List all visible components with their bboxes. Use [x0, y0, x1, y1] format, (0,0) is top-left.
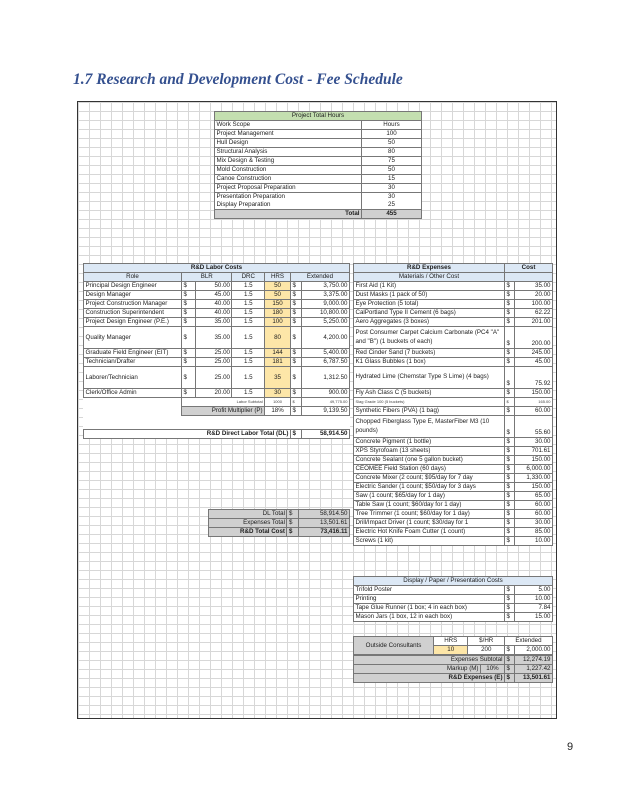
labor-table-title: R&D Labor Costs: [84, 264, 350, 273]
expenses-table: R&D Expenses Cost Materials / Other Cost First Aid (1 Kit) $ 35.00 Dust Masks (1 pack of 50) $ 20.00 Eye Protection (5 total) $ 100.00 CalPortland Type II Cement (6 bags) $ 62.22 Aero Aggregates (3 boxes) $ 201.00 Post Consumer Carpet Calcium Carbonate (PC4 "A" and "B") (1 buckets of each) $ 200.00 Red Cinder Sand (7 buckets) $ 245.00 K1 Glass Bubbles (1 box) $ 45.00 Hydrated Lime (Chemstar Type S Lime) (4 bags) $ 75.92 Fly Ash Class C (5 buckets) $ 150.00 Slag Grade 100 (5 buckets) $ 165.00 Synthetic Fibers (PVA) (1 bag) $ 60.00 Chopped Fiberglass Type E, MasterFiber M3 (10 pounds) $ 55.60 Concrete Pigment (1 bottle) $ 30.00 XPS Styrofoam (13 sheets) $ 701.61 Concrete Sealant (one 5 gallon bucket) $ 150.00 CEOMEE Field Station (60 days) $ 6,000.00 Concrete Mixer (2 count; $95/day for 7 day $ 1,330.00 Electric Sander (1 count; $50/day for 3 days $ 150.00 Saw (1 count; $65/day for 1 day) $ 65.00 Table Saw (1 count; $60/day for 1 day) $ 60.00 Tree Trimmer (1 count; $60/day for 1 day) $ 60.00 Drill/Impact Driver (1 count; $30/day for 1 $ 30.00 Electric Hot Knife Foam Cutter (1 count) $ 85.00 Screws (1 kit) $ 10.00: [353, 263, 553, 546]
table-row: Principal Design Engineer $ 50.00 1.5 50 $ 3,750.00: [85, 282, 348, 289]
table-row: Mason Jars (1 box, 12 in each box) $ 15.00: [355, 613, 551, 620]
table-row: Post Consumer Carpet Calcium Carbonate (PC4 "A" and "B") (1 buckets of each) $ 200.00: [354, 327, 553, 349]
table-row: Hydrated Lime (Chemstar Type S Lime) (4 bags) $ 75.92: [354, 367, 553, 389]
expenses-table-title: R&D Expenses: [354, 264, 505, 273]
expenses-summary-table: [353, 655, 553, 683]
col-hours: Hours: [362, 121, 422, 130]
table-row: Clerk/Office Admin $ 20.00 1.5 30 $ 900.00: [85, 389, 348, 396]
table-row: Saw (1 count; $65/day for 1 day) $ 65.00: [355, 492, 551, 499]
labor-subtotal-row: Labor Subtotal 1000 $ 49,775.00: [84, 398, 350, 407]
col-cost: Cost: [505, 264, 553, 273]
markup-row: Markup (M) 10% $ 1,227.42: [354, 665, 553, 674]
table-row: Dust Masks (1 pack of 50) $ 20.00: [355, 291, 551, 298]
table-row: Concrete Sealant (one 5 gallon bucket) $ 150.00: [355, 456, 551, 463]
table-row: CalPortland Type II Cement (6 bags) $ 62.22: [355, 309, 551, 316]
table-row: R&D Total Cost $ 73,416.11: [209, 528, 350, 537]
profit-multiplier-row: Profit Multiplier (P) 18% $ 9,139.50: [84, 407, 350, 416]
table-row: Concrete Mixer (2 count; $95/day for 7 day $ 1,330.00: [355, 474, 551, 481]
table-row: Electric Sander (1 count; $50/day for 3 days $ 150.00: [355, 483, 551, 490]
table-row: Table Saw (1 count; $60/day for 1 day) $ 60.00: [355, 501, 551, 508]
table-row: Electric Hot Knife Foam Cutter (1 count) $ 85.00: [355, 528, 551, 535]
table-row: Fly Ash Class C (5 buckets) $ 150.00: [355, 389, 551, 396]
table-row: Hull Design 50: [215, 139, 422, 148]
expenses-subtotal-row: Expenses Subtotal $ 12,274.19: [354, 656, 553, 665]
table-row: Project Management 100: [215, 130, 422, 139]
consultant-rate: 200: [468, 646, 505, 655]
cost-totals-table: [208, 509, 350, 537]
table-row: Construction Superintendent $ 40.00 1.5 180 $ 10,800.00: [85, 309, 348, 316]
consultants-table: Outside Consultants HRS $/HR Extended 10 200 $ 2,000.00: [353, 636, 553, 655]
table-row: Structural Analysis 80: [215, 148, 422, 157]
table-row: Concrete Pigment (1 bottle) $ 30.00: [355, 438, 551, 445]
table-row: Drill/Impact Driver (1 count; $30/day for 1 $ 30.00: [355, 519, 551, 526]
display-costs-table: [353, 576, 553, 622]
table-row: Slag Grade 100 (5 buckets) $ 165.00: [354, 398, 553, 407]
hours-table-title: Project Total Hours: [215, 112, 422, 121]
labor-costs-table: R&D Labor Costs Role BLR DRC HRS Extended Principal Design Engineer $ 50.00 1.5 50 $ 3,750.00 Design Manager $ 45.00 1.5 50 $ 3,375.00 Project Construction Manager $ 40.00 1.5 150 $ 9,000.00 Construction Superintendent $ 40.00 1.5 180 $ 10,800.00 Project Design Engineer (P.E.) $ 35.00 1.5 100 $ 5,250.00 Quality Manager $ 35.00 1.5 80 $ 4,200.00 Graduate Field Engineer (EIT) $ 25.00 1.5 144 $ 5,400.00 Technician/Drafter $ 25.00 1.5 181 $ 6,787.50 Laborer/Technician $ 25.00 1.5 35 $ 1,312.50 Clerk/Office Admin $ 20.00 1.5 30 $ 900.00 Labor Subtotal 1000 $ 49,775.00 Profit Multiplier (P) 18% $ 9,139.50 R&D Direct Labor Total (DL) $ 58,914.50: [83, 263, 350, 439]
hours-total-value: 455: [362, 210, 422, 219]
table-row: K1 Glass Bubbles (1 box) $ 45.00: [355, 358, 551, 365]
table-row: Project Proposal Preparation 30: [215, 184, 422, 193]
table-row: Mix Design & Testing 75: [215, 157, 422, 166]
page-number: 9: [567, 741, 574, 753]
hours-total-label: Total: [215, 210, 362, 219]
table-row: Screws (1 kit) $ 10.00: [355, 537, 551, 544]
table-row: Expenses Total $ 13,501.61: [209, 519, 350, 528]
table-row: Project Design Engineer (P.E.) $ 35.00 1.5 100 $ 5,250.00: [85, 318, 348, 325]
table-row: Trifold Poster $ 5.00: [355, 586, 551, 593]
table-row: Laborer/Technician $ 25.00 1.5 35 $ 1,312.50: [84, 367, 350, 389]
project-hours-table: [214, 111, 422, 219]
table-row: Tape Glue Runner (1 box; 4 in each box) $ 7.84: [355, 604, 551, 611]
table-row: XPS Styrofoam (13 sheets) $ 701.61: [355, 447, 551, 454]
table-row: Printing $ 10.00: [355, 595, 551, 602]
consultants-label: Outside Consultants: [354, 637, 434, 655]
spreadsheet-image: [77, 101, 557, 719]
table-row: Eye Protection (5 total) $ 100.00: [355, 300, 551, 307]
table-row: Synthetic Fibers (PVA) (1 bag) $ 60.00: [355, 407, 551, 414]
direct-labor-total-row: R&D Direct Labor Total (DL) $ 58,914.50: [84, 430, 350, 439]
table-row: First Aid (1 Kit) $ 35.00: [355, 282, 551, 289]
table-row: Graduate Field Engineer (EIT) $ 25.00 1.5 144 $ 5,400.00: [85, 349, 348, 356]
table-row: Presentation Preparation Display Preparation 30 25: [215, 193, 422, 210]
table-row: CEOMEE Field Station (60 days) $ 6,000.00: [355, 465, 551, 472]
table-row: Red Cinder Sand (7 buckets) $ 245.00: [355, 349, 551, 356]
table-row: Canoe Construction 15: [215, 175, 422, 184]
expenses-total-row: R&D Expenses (E) $ 13,501.61: [354, 674, 553, 683]
section-heading: 1.7 Research and Development Cost - Fee Schedule: [73, 71, 403, 88]
table-row: Mold Construction 50: [215, 166, 422, 175]
table-row: Design Manager $ 45.00 1.5 50 $ 3,375.00: [85, 291, 348, 298]
table-row: Quality Manager $ 35.00 1.5 80 $ 4,200.00: [84, 327, 350, 349]
table-row: Chopped Fiberglass Type E, MasterFiber M3 (10 pounds) $ 55.60: [354, 416, 553, 438]
display-table-title: Display / Paper / Presentation Costs: [354, 577, 553, 586]
table-row: Tree Trimmer (1 count; $60/day for 1 day) $ 60.00: [355, 510, 551, 517]
consultant-hours: 10: [434, 646, 468, 655]
table-row: DL Total $ 58,914.50: [209, 510, 350, 519]
col-work-scope: Work Scope: [215, 121, 362, 130]
table-row: Technician/Drafter $ 25.00 1.5 181 $ 6,787.50: [85, 358, 348, 365]
table-row: Aero Aggregates (3 boxes) $ 201.00: [355, 318, 551, 325]
table-row: Project Construction Manager $ 40.00 1.5 150 $ 9,000.00: [85, 300, 348, 307]
